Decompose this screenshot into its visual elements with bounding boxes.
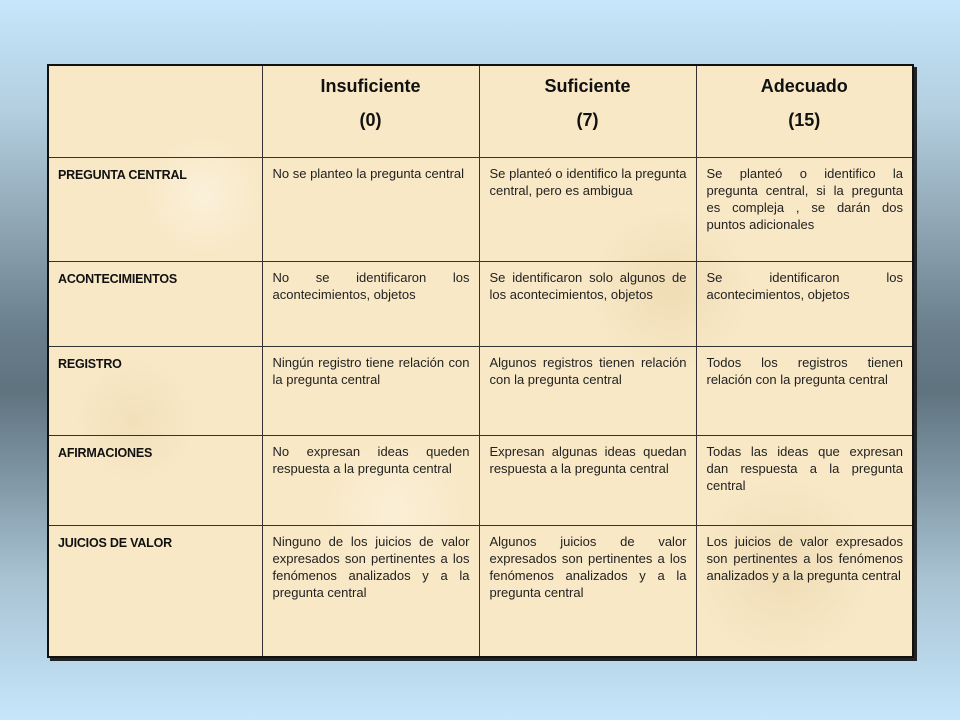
level-name: Adecuado [760,76,848,96]
rubric-table [47,64,914,658]
header-row [48,65,913,157]
header-empty-cell [48,65,262,157]
level-points: (15) [788,110,821,130]
level-header-adecuado [696,65,913,157]
descriptor-cell: Expresan algunas ideas quedan respuesta a la pregunta central [479,436,696,526]
descriptor-cell: No expresan ideas queden respuesta a la pregunta central [262,436,479,526]
descriptor-cell: Algunos registros tienen relación con la pregunta central [479,346,696,435]
descriptor-cell: Los juicios de valor expresados son pertinentes a los fenómenos analizados y a la pregunta central [696,526,913,657]
descriptor-cell: No se identificaron los acontecimientos, objetos [262,261,479,346]
table-row [48,346,913,435]
level-header-insuficiente [262,65,479,157]
descriptor-cell: Algunos juicios de valor expresados son pertinentes a los fenómenos analizados y a la pregunta central [479,526,696,657]
table-row [48,157,913,261]
criterion-cell: ACONTECIMIENTOS [48,261,262,346]
level-header-suficiente [479,65,696,157]
criterion-cell: AFIRMACIONES [48,436,262,526]
descriptor-cell: Se planteó o identifico la pregunta central, si la pregunta es compleja , se darán dos puntos adicionales [696,157,913,261]
descriptor-cell: Se identificaron solo algunos de los acontecimientos, objetos [479,261,696,346]
level-points: (0) [359,110,382,130]
table-row [48,261,913,346]
descriptor-cell: Todos los registros tienen relación con la pregunta central [696,346,913,435]
criterion-cell: PREGUNTA CENTRAL [48,157,262,261]
descriptor-cell: No se planteo la pregunta central [262,157,479,261]
level-name: Suficiente [544,76,631,96]
descriptor-cell: Ninguno de los juicios de valor expresados son pertinentes a los fenómenos analizados y a la pregunta central [262,526,479,657]
level-name: Insuficiente [320,76,421,96]
table-row [48,436,913,526]
table-row [48,526,913,657]
criterion-cell: REGISTRO [48,346,262,435]
criterion-cell: JUICIOS DE VALOR [48,526,262,657]
level-points: (7) [576,110,599,130]
descriptor-cell: Ningún registro tiene relación con la pregunta central [262,346,479,435]
descriptor-cell: Se identificaron los acontecimientos, objetos [696,261,913,346]
descriptor-cell: Se planteó o identifico la pregunta central, pero es ambigua [479,157,696,261]
descriptor-cell: Todas las ideas que expresan dan respuesta a la pregunta central [696,436,913,526]
